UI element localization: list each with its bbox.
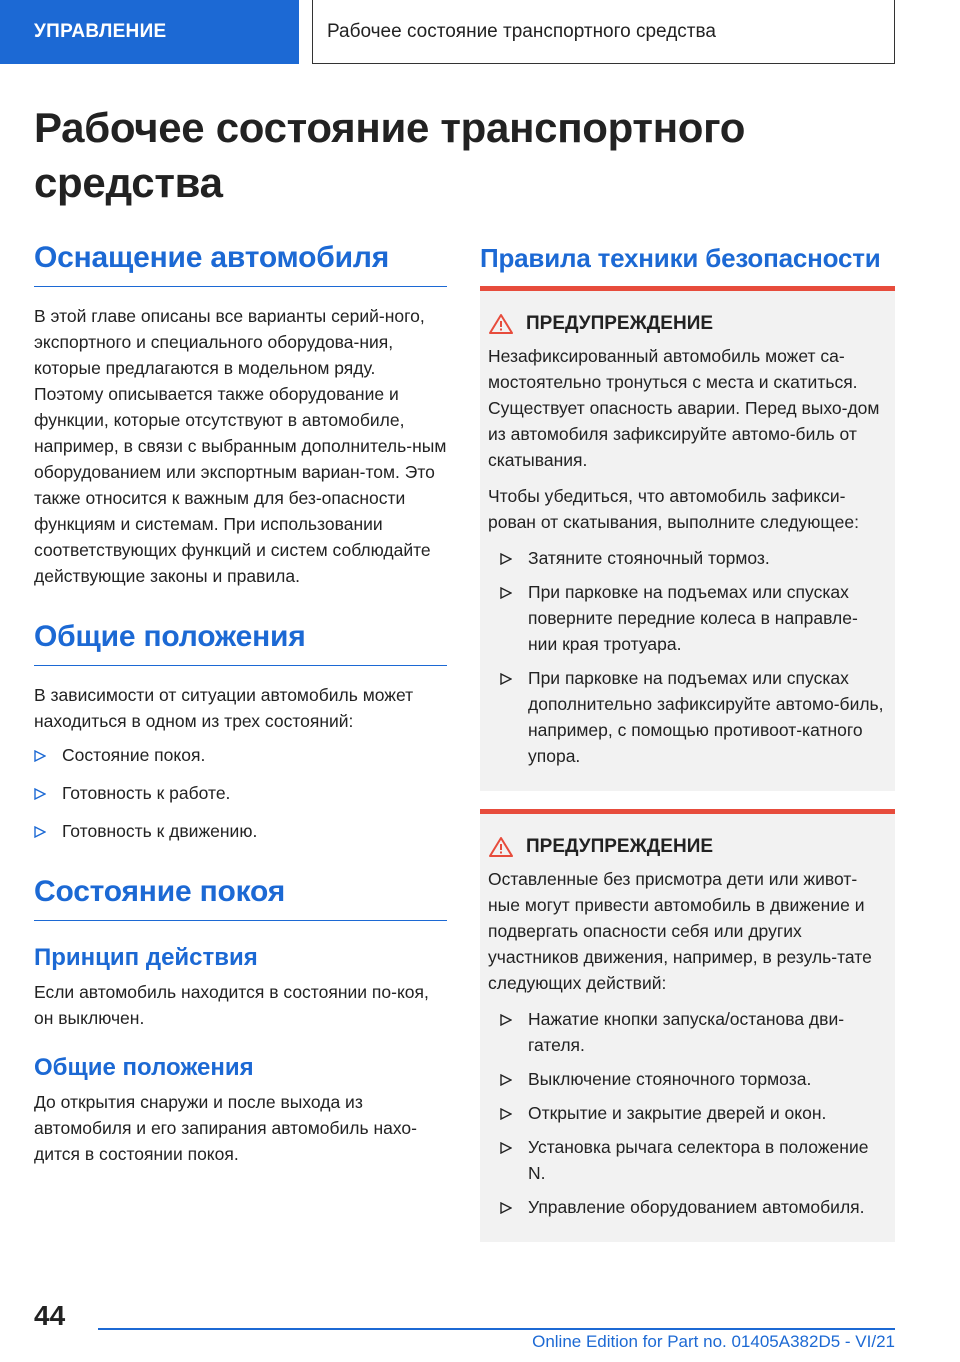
warning1-list <box>500 545 885 769</box>
list-item-text: Нажатие кнопки запуска/останова дви-гателя. <box>528 1009 845 1055</box>
warning-title-1 <box>488 313 885 335</box>
warning1-text1: Незафиксированный автомобиль может са-мостоятельно тронуться с места и скатиться. Существует опасность аварии. Перед выхо-дом из автомобиля зафиксируйте автомо-биль от скатывания. <box>488 346 880 470</box>
list-item <box>500 1100 885 1126</box>
list-item-text: Выключение стояночного тормоза. <box>528 1069 812 1089</box>
list-item-text: При парковке на подъемах или спусках дополнительно зафиксируйте автомо-биль, например, с помощью противоот-катного упора. <box>528 668 884 766</box>
equipment-heading: Оснащение автомобиля <box>34 240 447 287</box>
list-item <box>34 780 447 806</box>
header-chapter-title: Рабочее состояние транспортного средства <box>312 0 895 64</box>
list-item <box>34 818 447 844</box>
left-column <box>34 240 447 1175</box>
warning1-text2: Чтобы убедиться, что автомобиль зафикси-рован от скатывания, выполните следующее: <box>488 486 859 532</box>
list-item <box>500 665 885 769</box>
triangle-bullet-icon <box>34 750 46 762</box>
triangle-bullet-icon <box>500 587 512 599</box>
list-item-text: При парковке на подъемах или спусках поверните передние колеса в направле-нии края тротуара. <box>528 582 858 654</box>
warning-title-text: ПРЕДУПРЕЖДЕНИЕ <box>526 313 714 334</box>
triangle-bullet-icon <box>500 1108 512 1120</box>
equipment-text: В этой главе описаны все варианты серий-ного, экспортного и специального оборудова-ния, которые предлагаются в модельном ряду. Поэтому описывается также оборудование и функции, которые отсутствуют в автомобиле, например, в связи с выбранным дополнитель-ным оборудованием или экспортным вариан-том. Это также относится к важным для без-опасности функциям и системам. При использовании соответствующих функций и систем соблюдайте действующие законы и правила. <box>34 306 447 586</box>
list-item-text: Готовность к работе. <box>62 783 231 803</box>
list-item-text: Установка рычага селектора в положение N. <box>528 1137 869 1183</box>
triangle-bullet-icon <box>34 826 46 838</box>
rest-general-heading: Общие положения <box>34 1054 254 1081</box>
general-heading: Общие положения <box>34 619 447 666</box>
triangle-bullet-icon <box>500 673 512 685</box>
warning-title-text: ПРЕДУПРЕЖДЕНИЕ <box>526 836 714 857</box>
footer-divider <box>98 1328 895 1330</box>
list-item-text: Готовность к движению. <box>62 821 258 841</box>
principle-text: Если автомобиль находится в состоянии по-коя, он выключен. <box>34 982 429 1028</box>
list-item <box>500 1066 885 1092</box>
page-title: Рабочее состояние транспортного средства <box>34 104 746 206</box>
list-item-text: Управление оборудованием автомобиля. <box>528 1197 865 1217</box>
principle-heading: Принцип действия <box>34 944 258 971</box>
triangle-bullet-icon <box>500 1074 512 1086</box>
warning-title-2 <box>488 836 885 858</box>
list-item <box>500 1194 885 1220</box>
warning2-text1: Оставленные без присмотра дети или живот-ные могут привести автомобиль в движение и подвергать опасности себя или других участников движения, например, в резуль-тате следующих действий: <box>488 869 872 993</box>
rest-general-text: До открытия снаружи и после выхода из автомобиля и его запирания автомобиль нахо-дится в состоянии покоя. <box>34 1092 417 1164</box>
warning-box-1 <box>480 291 895 791</box>
warning-box-2 <box>480 809 895 1242</box>
list-item-text: Открытие и закрытие дверей и окон. <box>528 1103 827 1123</box>
right-column <box>480 240 895 1260</box>
general-text: В зависимости от ситуации автомобиль может находиться в одном из трех состояний: <box>34 685 414 731</box>
list-item-text: Состояние покоя. <box>62 745 206 765</box>
triangle-bullet-icon <box>500 1142 512 1154</box>
safety-heading: Правила техники безопасности <box>480 243 881 273</box>
page-number: 44 <box>34 1300 66 1331</box>
list-item-text: Затяните стояночный тормоз. <box>528 548 770 568</box>
triangle-bullet-icon <box>500 1014 512 1026</box>
warning-triangle-icon <box>488 836 514 858</box>
warning-triangle-icon <box>488 313 514 335</box>
warning2-list <box>500 1006 885 1220</box>
triangle-bullet-icon <box>34 788 46 800</box>
list-item <box>34 742 447 768</box>
list-item <box>500 1134 885 1186</box>
triangle-bullet-icon <box>500 1202 512 1214</box>
states-list <box>34 742 447 844</box>
rest-state-heading: Состояние покоя <box>34 874 447 921</box>
safety-heading-block <box>480 240 895 291</box>
list-item <box>500 1006 885 1058</box>
list-item <box>500 579 885 657</box>
header-section-tab: УПРАВЛЕНИЕ <box>0 0 299 64</box>
list-item <box>500 545 885 571</box>
triangle-bullet-icon <box>500 553 512 565</box>
footer-edition[interactable]: Online Edition for Part no. 01405A382D5 - VI/21 <box>532 1332 895 1351</box>
